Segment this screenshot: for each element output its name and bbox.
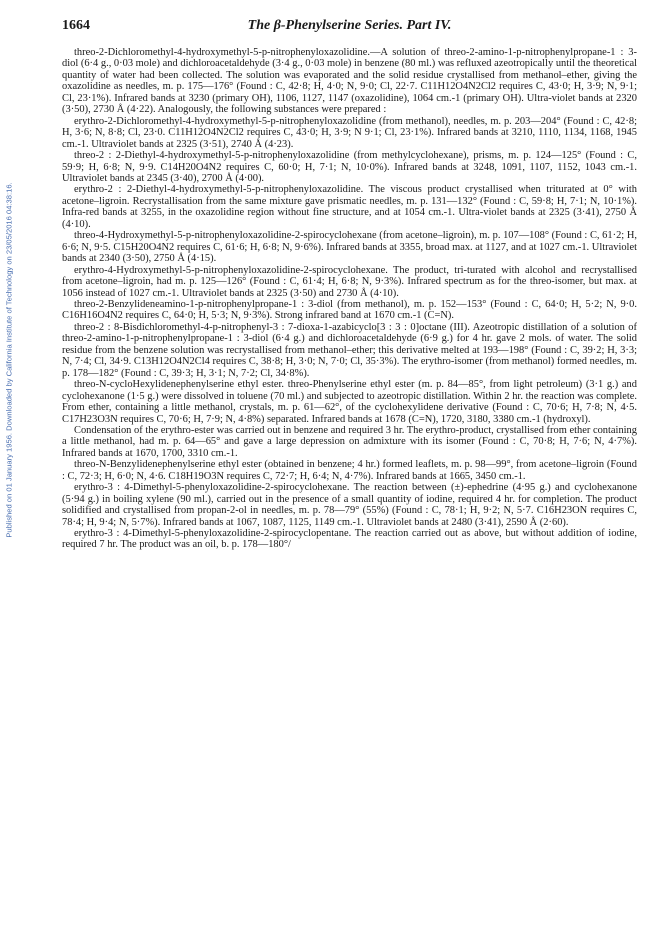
- paragraph: erythro-4-Hydroxymethyl-5-p-nitrophenyloxazolidine-2-spirocyclohexane. The product, tri-turated with alcohol and recrystallised from acetone–ligroin, had m. p. 125—126° (Found : C, 61·4; H, 6·8; N, 9·3%). Infrared spectrum as for the threo-isomer, but max. at 1056 instead of 1027 cm.-1. Ultraviolet bands at 2325 (3·50) and 2730 Å (4·10).: [62, 264, 637, 299]
- page-header: [62, 18, 637, 38]
- paragraph: threo-2 : 8-Bisdichloromethyl-4-p-nitrophenyl-3 : 7-dioxa-1-azabicyclo[3 : 3 : 0]octane (III). Azeotropic distillation of a solution of threo-2-amino-1-p-nitrophenylpropane-1 : 3-diol (6·4 g.) and dichloroacetaldehyde (6·9 g.) for 4 hr. gave 2 mols. of water. The solid residue from the benzene solution was recrystallised from methanol–ether; this derivative melted at 193—198° (Found : C, 39·2; H, 3·3; N, 7·4; Cl, 34·9. C13H12O4N2Cl4 requires C, 38·8; H, 3·0; N, 7·0; Cl, 35·3%). The erythro-isomer (from methanol) formed needles, m. p. 178—182° (Found : C, 39·3; H, 3·1; N, 7·2; Cl, 34·8%).: [62, 321, 637, 379]
- paragraph: threo-N-Benzylidenephenylserine ethyl ester (obtained in benzene; 4 hr.) formed leaflets, m. p. 98—99°, from acetone–ligroin (Found : C, 72·3; H, 6·0; N, 4·6. C18H19O3N requires C, 72·7; H, 6·4; N, 4·7%). Infrared bands at 1665, 3450 cm.-1.: [62, 459, 637, 482]
- paragraph: threo-2-Dichloromethyl-4-hydroxymethyl-5-p-nitrophenyloxazolidine.—A solution of threo-2-amino-1-p-nitrophenylpropane-1 : 3-diol (6·4 g., 0·03 mole) and dichloroacetaldehyde (3·4 g., 0·03 mole) in benzene (80 ml.) was refluxed azeotropically until the theoretical quantity of water had been collected. The solution was evaporated and the solid residue crystallised from methanol–ether, giving the oxazolidine as needles, m. p. 175—176° (Found : C, 42·8; H, 4·0; N, 9·0; Cl, 22·7. C11H12O4N2Cl2 requires C, 43·0; H, 3·9; N, 9·1; Cl, 23·1%). Infrared bands at 3230 (primary OH), 1106, 1127, 1147 (oxazolidine), 1064 cm.-1 (primary OH). Ultra-violet bands at 2320 (3·50), 2730 Å (4·22). Analogously, the following substances were prepared :: [62, 47, 637, 116]
- side-watermark: [2, 120, 16, 600]
- paragraph: erythro-3 : 4-Dimethyl-5-phenyloxazolidine-2-spirocyclopentane. The reaction carried out as above, but without addition of iodine, required 7 hr. The product was an oil, b. p. 178—180°/: [62, 528, 637, 551]
- paragraph: threo-N-cycloHexylidenephenylserine ethyl ester. threo-Phenylserine ethyl ester (m. p. 84—85°, from light petroleum) (3·1 g.) and cyclohexanone (1·5 g.) were dissolved in toluene (70 ml.) and subjected to azeotropic distillation. Within 2 hr. the reaction was complete. From ether, containing a little methanol, crystals, m. p. 61—62°, of the cyclohexylidene derivative (Found : C, 70·6; H, 7·8; N, 4·5. C17H23O3N requires C, 70·6; H, 7·9; N, 4·8%) separated. Infrared bands at 1678 (C=N), 1720, 3180, 3380 cm.-1 (hydroxyl).: [62, 379, 637, 425]
- download-notice: Published on 01 January 1956. Downloaded by California Institute of Technology on 23/05/2016 04:38:16.: [4, 182, 14, 538]
- paragraph: threo-4-Hydroxymethyl-5-p-nitrophenyloxazolidine-2-spirocyclohexane (from acetone–ligroin), m. p. 107—108° (Found : C, 61·2; H, 6·6; N, 9·5. C15H20O4N2 requires C, 61·6; H, 6·8; N, 9·6%). Infrared bands at 3355, broad max. at 1127, and at 1027 cm.-1. Ultraviolet bands at 2340 (3·50), 2750 Å (4·15).: [62, 230, 637, 265]
- paragraph: threo-2 : 2-Diethyl-4-hydroxymethyl-5-p-nitrophenyloxazolidine (from methylcyclohexane), prisms, m. p. 124—125° (Found : C, 59·9; H, 6·8; N, 9·9. C14H20O4N2 requires C, 60·0; H, 7·1; N, 10·0%). Infrared bands at 3248, 1091, 1107, 1152, 1043 cm.-1. Ultraviolet bands at 2345 (3·40), 2700 Å (4·00).: [62, 150, 637, 184]
- running-title: The β-Phenylserine Series. Part IV.: [247, 18, 452, 33]
- paragraph: erythro-3 : 4-Dimethyl-5-phenyloxazolidine-2-spirocyclohexane. The reaction between (±)-ephedrine (4·95 g.) and cyclohexanone (5·94 g.) in boiling xylene (90 ml.), carried out in the presence of a small quantity of iodine, required 4 hr. for completion. The product solidified and crystallised from propan-2-ol in needles, m. p. 78—79° (55%) (Found : C, 78·1; H, 9·2; N, 5·7. C16H23ON requires C, 78·4; H, 9·4; N, 5·7%). Infrared bands at 1067, 1087, 1125, 1149 cm.-1. Ultraviolet bands at 2480 (3·41), 2590 Å (2·60).: [62, 482, 637, 528]
- paragraph: threo-2-Benzylideneamino-1-p-nitrophenylpropane-1 : 3-diol (from methanol), m. p. 152—153° (Found : C, 64·0; H, 5·2; N, 9·0. C16H16O4N2 requires C, 64·0; H, 5·3; N, 9·3%). Strong infrared band at 1670 cm.-1 (C=N).: [62, 298, 637, 322]
- paragraph: erythro-2 : 2-Diethyl-4-hydroxymethyl-5-p-nitrophenyloxazolidine. The viscous product crystallised when triturated at 0° with acetone–ligroin. Recrystallisation from the same mixture gave prismatic needles, m. p. 131—132° (Found : C, 59·8; H, 7·1; N, 10·1%). Infra-red bands at 3255, in the oxazolidine region without fine structure, and at 1054 cm.-1. Ultra-violet bands at 2325 (3·41), 2750 Å (4·10).: [62, 184, 637, 230]
- article-body: [62, 47, 637, 551]
- paragraph: erythro-2-Dichloromethyl-4-hydroxymethyl-5-p-nitrophenyloxazolidine (from methanol), needles, m. p. 203—204° (Found : C, 42·8; H, 3·6; N, 8·8; Cl, 23·0. C11H12O4N2Cl2 requires C, 43·0; H, 3·9; N 9·1; Cl, 23·1%). Infrared bands at 3210, 1110, 1134, 1168, 1945 cm.-1. Ultraviolet bands at 2325 (3·51), 2740 Å (4·23).: [62, 115, 637, 150]
- page-number: 1664: [62, 18, 90, 33]
- paragraph: Condensation of the erythro-ester was carried out in benzene and required 3 hr. The erythro-product, crystallised from ether containing a little methanol, had m. p. 64—65° and gave a large depression on admixture with its isomer (Found : C, 70·8; H, 7·6; N, 4·7%). Infrared bands at 1670, 1700, 3310 cm.-1.: [62, 424, 637, 459]
